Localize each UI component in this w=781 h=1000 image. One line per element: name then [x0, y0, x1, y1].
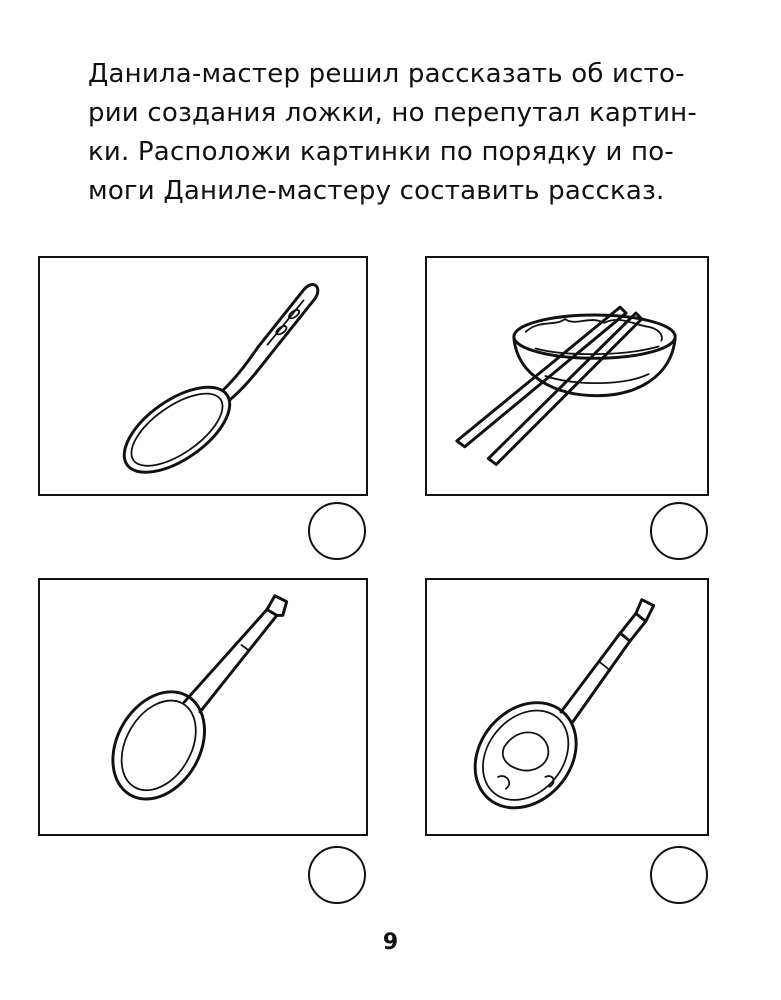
instructions-line-4: моги Даниле-мастеру составить рассказ. — [88, 176, 665, 206]
order-circle-2[interactable] — [650, 502, 708, 560]
instructions-text — [88, 55, 728, 211]
instructions-line-2: рии создания ложки, но перепутал картин- — [88, 98, 697, 128]
wooden-spoon-icon — [40, 580, 366, 834]
picture-frame-painted-spoon — [425, 578, 709, 836]
picture-frame-metal-spoon — [38, 256, 368, 496]
picture-frame-chopsticks — [425, 256, 709, 496]
painted-spoon-icon — [427, 580, 707, 834]
instructions-line-3: ки. Расположи картинки по порядку и по- — [88, 137, 674, 167]
order-circle-1[interactable] — [308, 502, 366, 560]
instructions-line-1: Данила-мастер решил рассказать об исто- — [88, 59, 685, 89]
page-number: 9 — [382, 930, 399, 955]
order-circle-4[interactable] — [650, 846, 708, 904]
metal-spoon-icon — [40, 258, 366, 494]
picture-frame-wooden-spoon — [38, 578, 368, 836]
chopsticks-bowl-icon — [427, 258, 707, 494]
order-circle-3[interactable] — [308, 846, 366, 904]
